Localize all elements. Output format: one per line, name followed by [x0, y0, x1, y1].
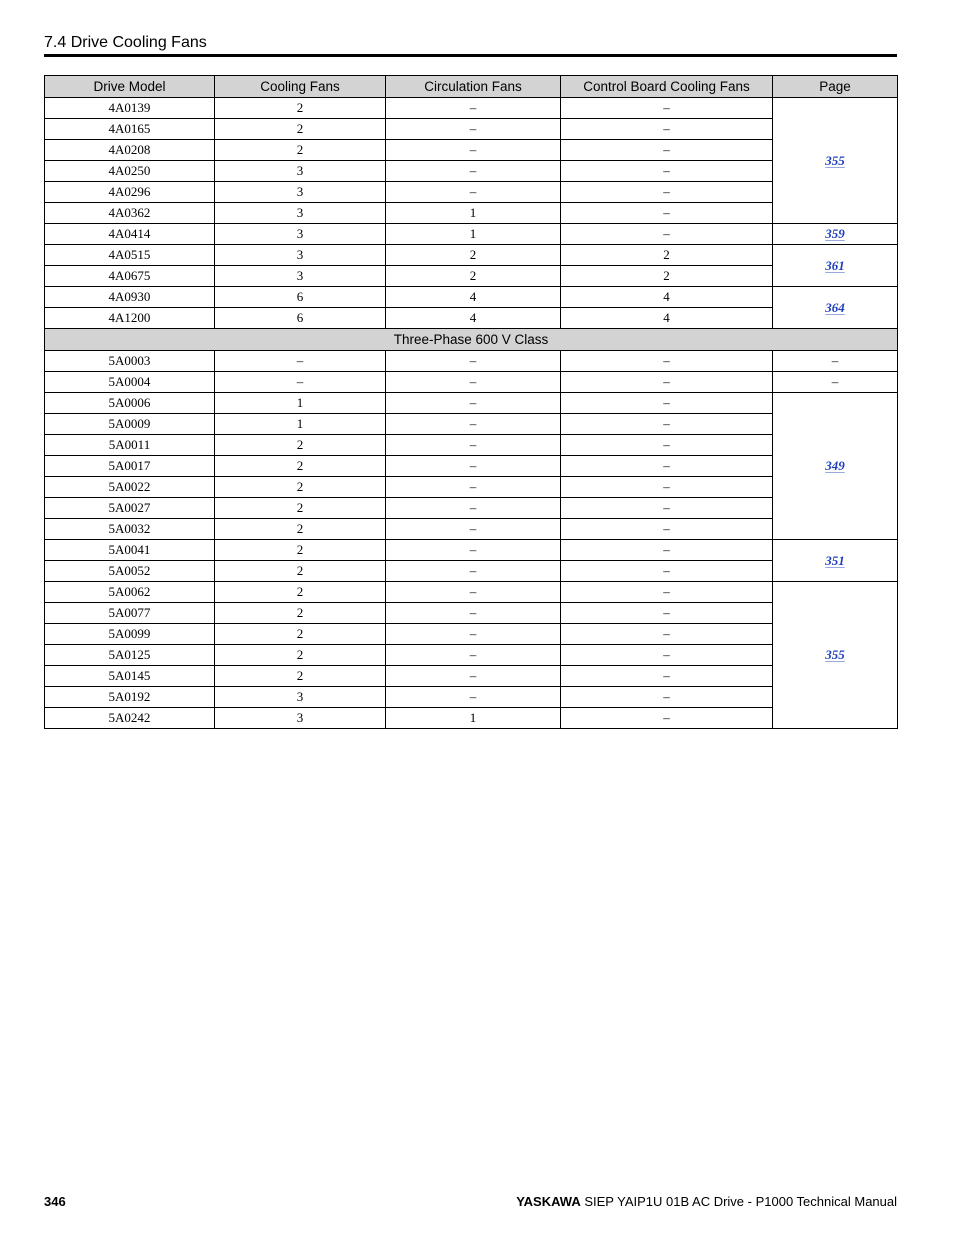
- cell-cooling-fans: 2: [215, 519, 386, 540]
- table-row: [45, 287, 898, 308]
- cell-drive-model: 5A0006: [45, 393, 215, 414]
- table-row: [45, 203, 898, 224]
- cell-circulation-fans: –: [386, 477, 561, 498]
- table-row: [45, 561, 898, 582]
- table-row: [45, 582, 898, 603]
- cell-drive-model: 4A1200: [45, 308, 215, 329]
- cell-circulation-fans: –: [386, 161, 561, 182]
- cell-control-board-fans: –: [561, 435, 773, 456]
- cell-circulation-fans: –: [386, 645, 561, 666]
- section-title: 7.4 Drive Cooling Fans: [44, 34, 207, 51]
- table-row: [45, 687, 898, 708]
- cell-cooling-fans: –: [215, 372, 386, 393]
- cell-cooling-fans: 1: [215, 414, 386, 435]
- header-drive-model: Drive Model: [45, 76, 215, 98]
- cell-control-board-fans: –: [561, 224, 773, 245]
- table-row: [45, 477, 898, 498]
- page-cell: –: [773, 351, 898, 372]
- page-link[interactable]: 351: [773, 540, 898, 582]
- cell-circulation-fans: 1: [386, 203, 561, 224]
- table-row: [45, 98, 898, 119]
- cell-drive-model: 4A0250: [45, 161, 215, 182]
- title-rule: [44, 54, 897, 57]
- page-link[interactable]: 364: [773, 287, 898, 329]
- cell-cooling-fans: 2: [215, 98, 386, 119]
- cell-control-board-fans: –: [561, 582, 773, 603]
- cell-cooling-fans: 2: [215, 603, 386, 624]
- cell-circulation-fans: –: [386, 624, 561, 645]
- table-row: [45, 645, 898, 666]
- cell-drive-model: 5A0077: [45, 603, 215, 624]
- cell-control-board-fans: 4: [561, 287, 773, 308]
- table-row: [45, 456, 898, 477]
- cell-cooling-fans: 3: [215, 708, 386, 729]
- header-cooling-fans: Cooling Fans: [215, 76, 386, 98]
- cell-control-board-fans: –: [561, 561, 773, 582]
- cell-drive-model: 5A0009: [45, 414, 215, 435]
- cell-control-board-fans: –: [561, 645, 773, 666]
- cell-circulation-fans: –: [386, 540, 561, 561]
- class-heading: Three-Phase 600 V Class: [45, 329, 898, 351]
- table-row: [45, 119, 898, 140]
- table-header-row: [45, 76, 898, 98]
- cell-drive-model: 4A0139: [45, 98, 215, 119]
- class-heading-row: [45, 329, 898, 351]
- cell-drive-model: 5A0192: [45, 687, 215, 708]
- cell-circulation-fans: 4: [386, 308, 561, 329]
- cell-cooling-fans: –: [215, 351, 386, 372]
- cell-cooling-fans: 2: [215, 540, 386, 561]
- cell-control-board-fans: –: [561, 98, 773, 119]
- cell-cooling-fans: 2: [215, 645, 386, 666]
- cell-circulation-fans: –: [386, 435, 561, 456]
- cell-cooling-fans: 2: [215, 119, 386, 140]
- cell-control-board-fans: –: [561, 161, 773, 182]
- cell-circulation-fans: 1: [386, 224, 561, 245]
- cell-cooling-fans: 1: [215, 393, 386, 414]
- cell-drive-model: 5A0027: [45, 498, 215, 519]
- cell-cooling-fans: 3: [215, 161, 386, 182]
- cell-drive-model: 5A0125: [45, 645, 215, 666]
- cell-control-board-fans: –: [561, 603, 773, 624]
- cell-cooling-fans: 2: [215, 140, 386, 161]
- cell-control-board-fans: –: [561, 182, 773, 203]
- cell-drive-model: 5A0004: [45, 372, 215, 393]
- cooling-fans-table: [44, 75, 898, 729]
- table-row: [45, 182, 898, 203]
- table-row: [45, 140, 898, 161]
- table-row: [45, 666, 898, 687]
- cell-drive-model: 5A0062: [45, 582, 215, 603]
- cell-drive-model: 5A0032: [45, 519, 215, 540]
- cell-circulation-fans: –: [386, 561, 561, 582]
- cell-control-board-fans: –: [561, 519, 773, 540]
- table-row: [45, 245, 898, 266]
- cell-control-board-fans: –: [561, 540, 773, 561]
- cell-circulation-fans: 1: [386, 708, 561, 729]
- cell-control-board-fans: –: [561, 393, 773, 414]
- cell-cooling-fans: 3: [215, 687, 386, 708]
- table-row: [45, 393, 898, 414]
- cell-drive-model: 5A0242: [45, 708, 215, 729]
- cell-circulation-fans: –: [386, 372, 561, 393]
- cell-drive-model: 4A0208: [45, 140, 215, 161]
- cell-cooling-fans: 2: [215, 477, 386, 498]
- table-row: [45, 372, 898, 393]
- header-control-board-cooling-fans: Control Board Cooling Fans: [561, 76, 773, 98]
- table-row: [45, 224, 898, 245]
- table-row: [45, 603, 898, 624]
- cell-control-board-fans: 2: [561, 245, 773, 266]
- page-link[interactable]: 355: [773, 98, 898, 224]
- cell-control-board-fans: –: [561, 351, 773, 372]
- cell-cooling-fans: 3: [215, 182, 386, 203]
- footer-page-number: 346: [44, 1194, 66, 1209]
- cell-cooling-fans: 2: [215, 435, 386, 456]
- cell-control-board-fans: –: [561, 119, 773, 140]
- cell-circulation-fans: 2: [386, 266, 561, 287]
- cell-circulation-fans: –: [386, 666, 561, 687]
- cell-control-board-fans: –: [561, 687, 773, 708]
- cell-drive-model: 4A0165: [45, 119, 215, 140]
- cell-control-board-fans: –: [561, 666, 773, 687]
- cell-circulation-fans: 2: [386, 245, 561, 266]
- cell-drive-model: 4A0675: [45, 266, 215, 287]
- header-page: Page: [773, 76, 898, 98]
- table-row: [45, 708, 898, 729]
- cell-drive-model: 5A0003: [45, 351, 215, 372]
- cell-circulation-fans: –: [386, 351, 561, 372]
- table-row: [45, 308, 898, 329]
- cell-cooling-fans: 3: [215, 266, 386, 287]
- cell-cooling-fans: 2: [215, 582, 386, 603]
- cell-control-board-fans: –: [561, 203, 773, 224]
- cell-drive-model: 4A0515: [45, 245, 215, 266]
- cell-circulation-fans: –: [386, 98, 561, 119]
- cell-cooling-fans: 2: [215, 498, 386, 519]
- cell-cooling-fans: 2: [215, 561, 386, 582]
- cell-cooling-fans: 6: [215, 287, 386, 308]
- cell-circulation-fans: –: [386, 498, 561, 519]
- cell-circulation-fans: –: [386, 119, 561, 140]
- table-row: [45, 414, 898, 435]
- cell-drive-model: 5A0017: [45, 456, 215, 477]
- page-cell: –: [773, 372, 898, 393]
- page-link[interactable]: 355: [773, 582, 898, 729]
- cell-cooling-fans: 2: [215, 456, 386, 477]
- cell-drive-model: 4A0414: [45, 224, 215, 245]
- table-row: [45, 161, 898, 182]
- cell-cooling-fans: 2: [215, 624, 386, 645]
- cell-drive-model: 5A0022: [45, 477, 215, 498]
- cell-cooling-fans: 3: [215, 224, 386, 245]
- cell-control-board-fans: –: [561, 708, 773, 729]
- cell-control-board-fans: 2: [561, 266, 773, 287]
- header-circulation-fans: Circulation Fans: [386, 76, 561, 98]
- table-row: [45, 266, 898, 287]
- cell-circulation-fans: –: [386, 456, 561, 477]
- table-row: [45, 351, 898, 372]
- cell-circulation-fans: –: [386, 582, 561, 603]
- cell-control-board-fans: –: [561, 414, 773, 435]
- cell-circulation-fans: –: [386, 687, 561, 708]
- cell-cooling-fans: 3: [215, 245, 386, 266]
- table-row: [45, 624, 898, 645]
- cell-control-board-fans: –: [561, 372, 773, 393]
- cell-cooling-fans: 2: [215, 666, 386, 687]
- cell-circulation-fans: –: [386, 519, 561, 540]
- cell-circulation-fans: 4: [386, 287, 561, 308]
- footer-manual-name: SIEP YAIP1U 01B AC Drive - P1000 Technical Manual: [580, 1194, 897, 1209]
- cell-control-board-fans: –: [561, 477, 773, 498]
- footer-brand: YASKAWA: [516, 1194, 581, 1209]
- page-link[interactable]: 361: [773, 245, 898, 287]
- cell-drive-model: 5A0099: [45, 624, 215, 645]
- cell-cooling-fans: 3: [215, 203, 386, 224]
- cell-control-board-fans: –: [561, 624, 773, 645]
- table-row: [45, 435, 898, 456]
- cell-drive-model: 5A0052: [45, 561, 215, 582]
- cell-cooling-fans: 6: [215, 308, 386, 329]
- cell-drive-model: 5A0145: [45, 666, 215, 687]
- table-row: [45, 540, 898, 561]
- cell-control-board-fans: –: [561, 456, 773, 477]
- cell-circulation-fans: –: [386, 603, 561, 624]
- cell-drive-model: 5A0041: [45, 540, 215, 561]
- cell-circulation-fans: –: [386, 182, 561, 203]
- cell-circulation-fans: –: [386, 393, 561, 414]
- cell-drive-model: 4A0930: [45, 287, 215, 308]
- cell-control-board-fans: –: [561, 498, 773, 519]
- table-row: [45, 498, 898, 519]
- cell-control-board-fans: –: [561, 140, 773, 161]
- page-link[interactable]: 349: [773, 393, 898, 540]
- table-row: [45, 519, 898, 540]
- cell-drive-model: 4A0362: [45, 203, 215, 224]
- cell-circulation-fans: –: [386, 414, 561, 435]
- page-link[interactable]: 359: [773, 224, 898, 245]
- cell-control-board-fans: 4: [561, 308, 773, 329]
- cell-circulation-fans: –: [386, 140, 561, 161]
- footer-manual-title: [516, 1194, 897, 1209]
- cell-drive-model: 4A0296: [45, 182, 215, 203]
- cell-drive-model: 5A0011: [45, 435, 215, 456]
